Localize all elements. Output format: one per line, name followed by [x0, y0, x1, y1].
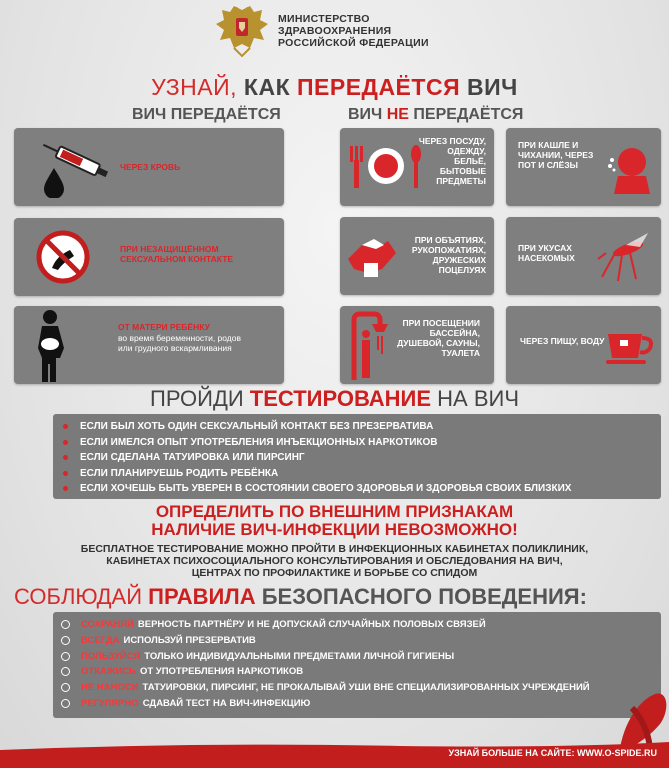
card-food [506, 306, 661, 384]
rule-key: РЕГУЛЯРНО [81, 697, 139, 709]
list-item [63, 435, 571, 451]
rule-key: ОТКАЖИСЬ [81, 666, 136, 678]
not-transmits-heading-b: НЕ [386, 106, 409, 123]
ministry-header [214, 4, 429, 58]
list-item [63, 419, 571, 435]
plate-cutlery-icon [346, 142, 426, 192]
rules-title-c: БЕЗОПАСНОГО ПОВЕДЕНИЯ: [255, 584, 587, 609]
testing-item-text: ЕСЛИ ИМЕЛСЯ ОПЫТ УПОТРЕБЛЕНИЯ ИНЪЕКЦИОННЫХ НАРКОТИКОВ [80, 436, 438, 448]
ring-bullet-icon [61, 667, 70, 676]
not-transmits-heading-c: ПЕРЕДАЁТСЯ [408, 106, 524, 123]
card-blood-text: ЧЕРЕЗ КРОВЬ [120, 162, 181, 172]
rule-text: ОТ УПОТРЕБЛЕНИЯ НАРКОТИКОВ [139, 666, 304, 678]
testing-title-c: НА ВИЧ [431, 386, 519, 411]
no-sex-icon [34, 228, 92, 286]
sneezing-person-icon [606, 144, 654, 194]
free-testing-line-2: КАБИНЕТАХ ПСИХОСОЦИАЛЬНОГО КОНСУЛЬТИРОВАНИЯ И ОБСЛЕДОВАНИЯ НА ВИЧ, [106, 555, 563, 567]
tea-cup-icon [604, 326, 658, 366]
rules-title-a: СОБЛЮДАЙ [14, 584, 149, 609]
testing-title [0, 386, 669, 412]
card-mother-sub: во время беременности, родов или грудного вскармливания [118, 333, 242, 353]
card-mother-title: ОТ МАТЕРИ РЕБЁНКУ [118, 322, 210, 332]
ring-bullet-icon [61, 652, 70, 661]
ring-bullet-icon [61, 699, 70, 708]
list-item [63, 481, 571, 497]
syringe-blood-icon [26, 138, 116, 198]
card-insects-text: ПРИ УКУСАХ НАСЕКОМЫХ [518, 243, 575, 263]
card-sex [14, 218, 284, 296]
not-transmits-heading-a: ВИЧ [348, 106, 387, 123]
card-pool-text: ПРИ ПОСЕЩЕНИИ БАССЕЙНА, ДУШЕВОЙ, САУНЫ, ТУАЛЕТА [397, 318, 480, 358]
testing-item-text: ЕСЛИ ХОЧЕШЬ БЫТЬ УВЕРЕН В СОСТОЯНИИ СВОЕГО ЗДОРОВЬЯ И ЗДОРОВЬЯ СВОИХ БЛИЗКИХ [80, 483, 572, 495]
testing-item-text: ЕСЛИ СДЕЛАНА ТАТУИРОВКА ИЛИ ПИРСИНГ [80, 452, 305, 464]
ring-bullet-icon [61, 620, 70, 629]
rule-key: ВСЕГДА [81, 635, 120, 647]
rule-key: ПОЛЬЗУЙСЯ [81, 650, 141, 662]
card-cough [506, 128, 661, 206]
coat-of-arms-icon [214, 4, 270, 58]
bullet-icon [63, 455, 68, 460]
bullet-icon [63, 486, 68, 491]
bullet-icon [63, 424, 68, 429]
ring-bullet-icon [61, 683, 70, 692]
rule-text: ИСПОЛЬЗУЙ ПРЕЗЕРВАТИВ [123, 635, 256, 647]
card-pool [340, 306, 494, 384]
rule-text: ТАТУИРОВКИ, ПИРСИНГ, НЕ ПРОКАЛЫВАЙ УШИ ВНЕ СПЕЦИАЛИЗИРОВАННЫХ УЧРЕЖДЕНИЙ [142, 682, 590, 694]
title-part-2: КАК [243, 74, 297, 100]
card-insects [506, 217, 661, 295]
rule-text: СДАВАЙ ТЕСТ НА ВИЧ-ИНФЕКЦИЮ [142, 697, 311, 709]
ring-bullet-icon [61, 636, 70, 645]
bullet-icon [63, 440, 68, 445]
list-item [63, 450, 571, 466]
mosquito-icon [596, 229, 656, 285]
not-transmits-heading [348, 106, 523, 124]
list-item [61, 617, 590, 633]
pregnant-mother-icon [30, 308, 70, 384]
title-part-4: ВИЧ [460, 74, 518, 100]
rule-key: СОХРАНЯЙ [81, 619, 134, 631]
testing-item-text: ЕСЛИ БЫЛ ХОТЬ ОДИН СЕКСУАЛЬНЫЙ КОНТАКТ БЕЗ ПРЕЗЕРВАТИВА [80, 421, 434, 433]
card-hugs [340, 217, 494, 295]
card-food-text: ЧЕРЕЗ ПИЩУ, ВОДУ [520, 336, 605, 346]
main-title [0, 74, 669, 101]
rules-title-b: ПРАВИЛА [148, 584, 256, 609]
title-part-1: УЗНАЙ, [151, 74, 244, 100]
bullet-icon [63, 471, 68, 476]
rule-key: НЕ НАНОСИ [81, 682, 139, 694]
rule-text: ВЕРНОСТЬ ПАРТНЁРУ И НЕ ДОПУСКАЙ СЛУЧАЙНЫХ ПОЛОВЫХ СВЯЗЕЙ [137, 619, 486, 631]
list-item [61, 633, 590, 649]
card-hugs-text: ПРИ ОБЪЯТИЯХ, РУКОПОЖАТИЯХ, ДРУЖЕСКИХ ПОЦЕЛУЯХ [411, 235, 486, 275]
testing-item-text: ЕСЛИ ПЛАНИРУЕШЬ РОДИТЬ РЕБЁНКА [80, 467, 279, 479]
card-cough-text: ПРИ КАШЛЕ И ЧИХАНИИ, ЧЕРЕЗ ПОТ И СЛЁЗЫ [518, 140, 594, 170]
list-item [61, 664, 590, 680]
warning-line-1: ОПРЕДЕЛИТЬ ПО ВНЕШНИМ ПРИЗНАКАМ [155, 502, 514, 521]
footer [0, 740, 669, 768]
card-sex-text: ПРИ НЕЗАЩИЩЁННОМ СЕКСУАЛЬНОМ КОНТАКТЕ [120, 244, 234, 264]
footer-website-link[interactable]: УЗНАЙ БОЛЬШЕ НА САЙТЕ: WWW.O-SPIDE.RU [448, 748, 657, 758]
list-item [63, 466, 571, 482]
rules-title [14, 584, 587, 610]
transmits-heading: ВИЧ ПЕРЕДАЁТСЯ [132, 106, 281, 123]
free-testing-line-3: ЦЕНТРАХ ПО ПРОФИЛАКТИКЕ И БОРЬБЕ СО СПИДОМ [191, 567, 478, 579]
shower-icon [344, 310, 390, 382]
title-part-3: ПЕРЕДАЁТСЯ [297, 74, 461, 100]
rule-text: ТОЛЬКО ИНДИВИДУАЛЬНЫМИ ПРЕДМЕТАМИ ЛИЧНОЙ ГИГИЕНЫ [144, 650, 455, 662]
testing-title-b: ТЕСТИРОВАНИЕ [249, 386, 432, 411]
card-dishes-text: ЧЕРЕЗ ПОСУДУ, ОДЕЖДУ, БЕЛЬЁ, БЫТОВЫЕ ПРЕДМЕТЫ [418, 136, 486, 186]
testing-panel [53, 414, 661, 499]
testing-title-a: ПРОЙДИ [150, 386, 250, 411]
list-item [61, 648, 590, 664]
warning-line-2: НАЛИЧИЕ ВИЧ-ИНФЕКЦИИ НЕВОЗМОЖНО! [151, 520, 518, 539]
card-mother [14, 306, 284, 384]
free-testing-line-1: БЕСПЛАТНОЕ ТЕСТИРОВАНИЕ МОЖНО ПРОЙТИ В ИНФЕКЦИОННЫХ КАБИНЕТАХ ПОЛИКЛИНИК, [80, 543, 589, 555]
ministry-line-2: ЗДРАВООХРАНЕНИЯ [278, 25, 392, 37]
card-blood [14, 128, 284, 206]
ministry-line-1: МИНИСТЕРСТВО [278, 13, 370, 25]
ministry-line-3: РОССИЙСКОЙ ФЕДЕРАЦИИ [278, 37, 429, 49]
card-dishes [340, 128, 494, 206]
